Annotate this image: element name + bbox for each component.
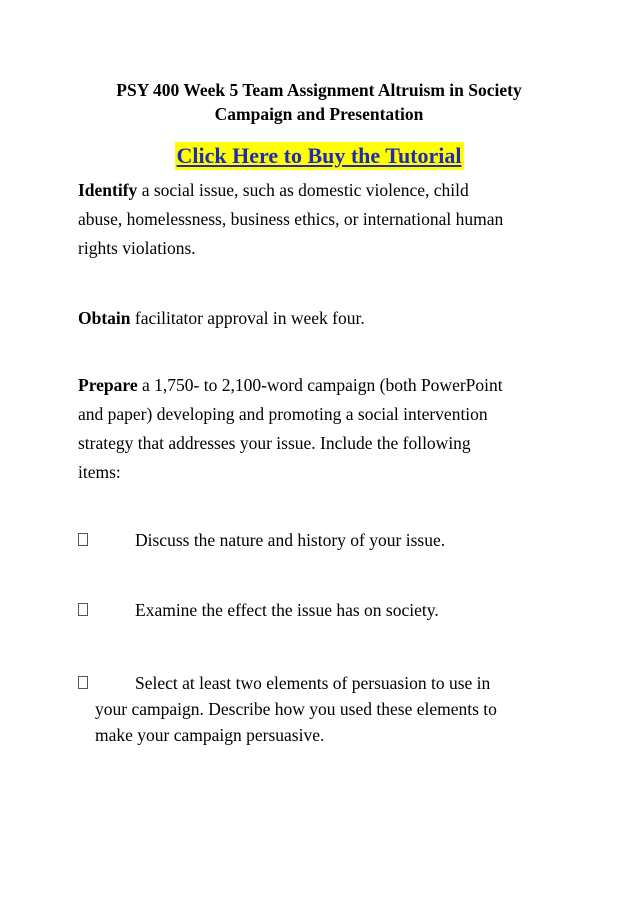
title-line-1: PSY 400 Week 5 Team Assignment Altruism in Society xyxy=(116,80,522,100)
buy-tutorial-link[interactable]: Click Here to Buy the Tutorial xyxy=(176,143,462,168)
paragraph-text: and paper) developing and promoting a social intervention xyxy=(78,404,488,424)
paragraph-lead: Obtain xyxy=(78,308,131,328)
checkbox-glyph-icon xyxy=(78,676,88,689)
buy-link-row xyxy=(0,142,638,174)
paragraph-text: abuse, homelessness, business ethics, or international human xyxy=(78,209,504,229)
paragraph-text: a social issue, such as domestic violence, child xyxy=(137,180,469,200)
paragraph-text: facilitator approval in week four. xyxy=(130,308,365,328)
bullet-item xyxy=(78,670,558,748)
paragraph-lead: Prepare xyxy=(78,375,138,395)
paragraph-identify xyxy=(78,176,558,263)
bullet-text: your campaign. Describe how you used these elements to xyxy=(95,699,497,719)
title-line-2: Campaign and Presentation xyxy=(214,104,424,124)
paragraph-obtain xyxy=(78,304,558,333)
checkbox-glyph-icon xyxy=(78,603,88,616)
bullet-text: Discuss the nature and history of your issue. xyxy=(135,530,446,550)
document-title xyxy=(60,78,578,126)
paragraph-text: strategy that addresses your issue. Include the following xyxy=(78,433,471,453)
bullet-text: Examine the effect the issue has on society. xyxy=(135,600,439,620)
checkbox-glyph-icon xyxy=(78,533,88,546)
bullet-item xyxy=(78,527,558,553)
bullet-item xyxy=(78,597,558,623)
paragraph-text: rights violations. xyxy=(78,238,196,258)
bullet-text: Select at least two elements of persuasion to use in xyxy=(135,673,491,693)
paragraph-text: items: xyxy=(78,462,121,482)
paragraph-prepare xyxy=(78,371,558,487)
bullet-text: make your campaign persuasive. xyxy=(95,725,325,745)
paragraph-text: a 1,750- to 2,100-word campaign (both PowerPoint xyxy=(137,375,503,395)
paragraph-lead: Identify xyxy=(78,180,138,200)
